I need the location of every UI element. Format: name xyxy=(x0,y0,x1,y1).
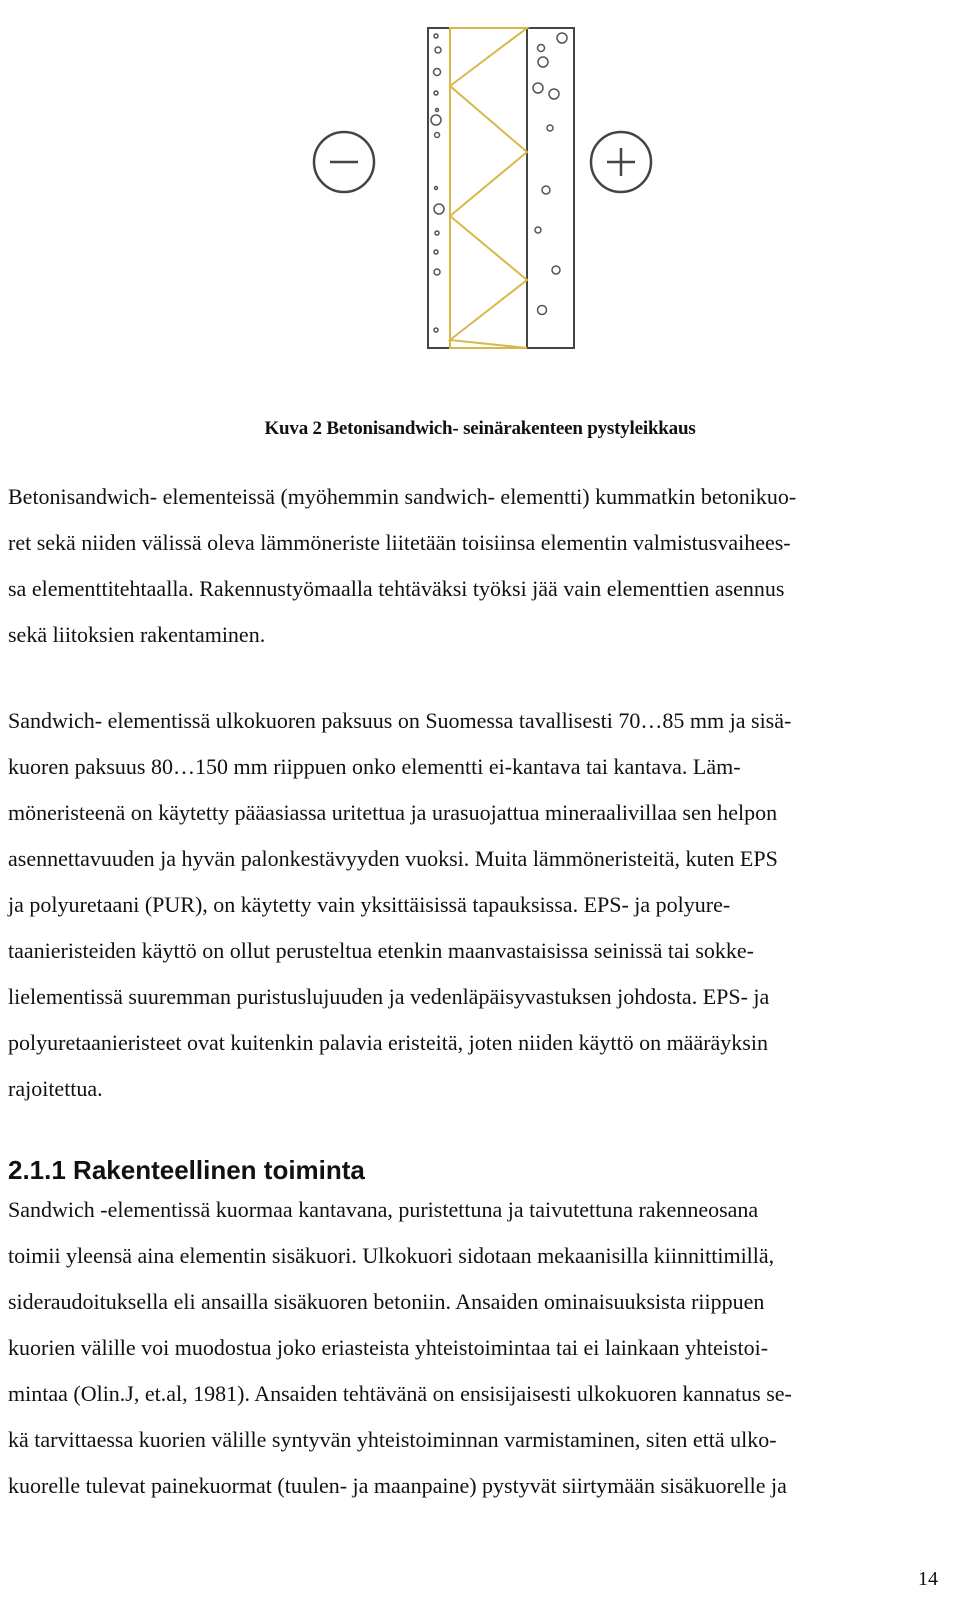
section-heading: 2.1.1 Rakenteellinen toiminta xyxy=(8,1155,365,1185)
minus-circle xyxy=(314,132,374,192)
paragraph-line: asennettavuuden ja hyvän palonkestävyyden vuoksi. Muita lämmöneristeitä, kuten EPS xyxy=(8,846,778,871)
figure-caption: Kuva 2 Betonisandwich- seinärakenteen pystyleikkaus xyxy=(264,418,696,439)
paragraph-2 xyxy=(8,698,946,1112)
insulation-layer xyxy=(450,28,527,348)
paragraph-line: sekä liitoksien rakentaminen. xyxy=(8,622,266,647)
paragraph-line: Sandwich -elementissä kuormaa kantavana, puristettuna ja taivutettuna rakenneosana xyxy=(8,1197,759,1222)
outer-shell-aggregate xyxy=(431,34,444,332)
paragraph-1 xyxy=(8,474,946,658)
paragraph-line: kuorelle tulevat painekuormat (tuulen- ja maanpaine) pystyvät siirtymään sisäkuorelle ja xyxy=(8,1473,787,1498)
paragraph-line: ret sekä niiden välissä oleva lämmöneriste liitetään toisiinsa elementin valmistusvaihees- xyxy=(8,530,791,555)
paragraph-line: sideraudoituksella eli ansailla sisäkuoren betoniin. Ansaiden ominaisuuksista riippuen xyxy=(8,1289,765,1314)
wall-section-figure xyxy=(0,0,960,400)
paragraph-line: mintaa (Olin.J, et.al, 1981). Ansaiden tehtävänä on ensisijaisesti ulkokuoren kannatus se- xyxy=(8,1381,792,1406)
paragraph-line: kuorien välille voi muodostua joko eriasteista yhteistoimintaa tai ei lainkaan yhteistoi- xyxy=(8,1335,769,1360)
wall-section-diagram xyxy=(0,0,960,400)
paragraph-line: ja polyuretaani (PUR), on käytetty vain yksittäisissä tapauksissa. EPS- ja polyure- xyxy=(8,892,731,917)
page-number: 14 xyxy=(918,1568,938,1590)
truss-connector xyxy=(450,28,527,348)
inner-shell-aggregate xyxy=(533,33,567,315)
outer-shell xyxy=(428,28,450,348)
paragraph-line: sa elementtitehtaalla. Rakennustyömaalla tehtäväksi työksi jää vain elementtien asennus xyxy=(8,576,785,601)
paragraph-line: möneristeenä on käytetty pääasiassa uritettua ja urasuojattua mineraalivillaa sen helpon xyxy=(8,800,778,825)
plus-circle xyxy=(591,132,651,192)
paragraph-line: lielementissä suuremman puristuslujuuden ja vedenläpäisyvastuksen johdosta. EPS- ja xyxy=(8,984,770,1009)
paragraph-3 xyxy=(8,1187,946,1509)
paragraph-line: rajoitettua. xyxy=(8,1076,103,1101)
paragraph-line: Betonisandwich- elementeissä (myöhemmin sandwich- elementti) kummatkin betonikuo- xyxy=(8,484,797,509)
paragraph-line: taanieristeiden käyttö on ollut perusteltua etenkin maanvastaisissa seinissä tai sokke- xyxy=(8,938,754,963)
paragraph-line: polyuretaanieristeet ovat kuitenkin palavia eristeitä, joten niiden käyttö on määräyksin xyxy=(8,1030,768,1055)
paragraph-line: toimii yleensä aina elementin sisäkuori. Ulkokuori sidotaan mekaanisilla kiinnittimillä, xyxy=(8,1243,775,1268)
inner-shell xyxy=(527,28,574,348)
paragraph-line: kuoren paksuus 80…150 mm riippuen onko elementti ei-kantava tai kantava. Läm- xyxy=(8,754,741,779)
paragraph-line: kä tarvittaessa kuorien välille syntyvän yhteistoiminnan varmistaminen, siten että ulko- xyxy=(8,1427,777,1452)
paragraph-line: Sandwich- elementissä ulkokuoren paksuus on Suomessa tavallisesti 70…85 mm ja sisä- xyxy=(8,708,792,733)
